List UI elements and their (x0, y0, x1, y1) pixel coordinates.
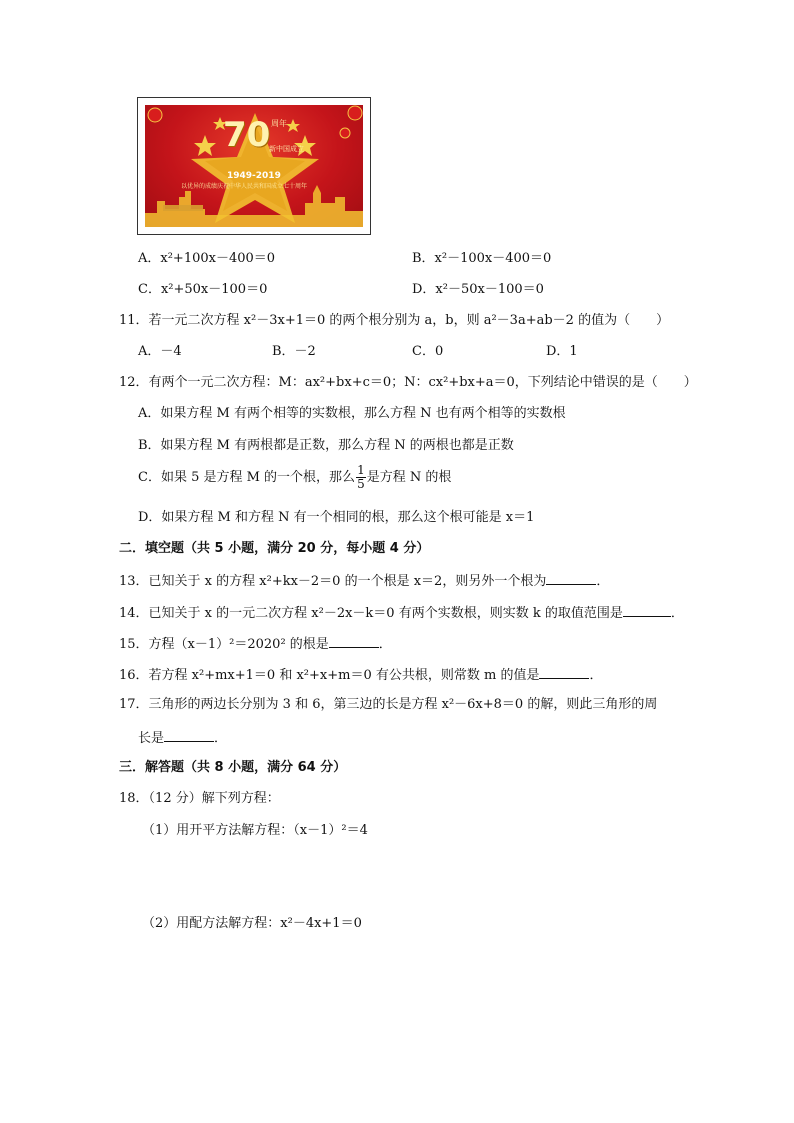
q12-option-d: D．如果方程 M 和方程 N 有一个相同的根，那么这个根可能是 x＝1 (138, 510, 535, 525)
q11-option-d: D．1 (546, 344, 578, 359)
q13-period: ． (596, 574, 610, 589)
q12-option-c-after: 是方程 N 的根 (366, 470, 452, 485)
q14-answer-blank[interactable] (623, 603, 671, 617)
q15-period: ． (378, 637, 392, 652)
q12-option-b: B．如果方程 M 有两根都是正数，那么方程 N 的两根也都是正数 (138, 438, 514, 453)
fraction-numerator: 1 (357, 463, 365, 477)
anniversary-poster-image (137, 97, 371, 235)
q10-option-c: C．x²+50x－100＝0 (138, 282, 268, 297)
q11-option-c: C．0 (412, 344, 444, 359)
poster-badge-subtext: 新中国成立 (269, 145, 304, 153)
q13-answer-blank[interactable] (546, 571, 596, 585)
q16 (119, 665, 602, 685)
q10-option-d: D．x²－50x－100＝0 (412, 282, 544, 297)
q11-option-a: A．－4 (138, 344, 182, 359)
q17-line2 (138, 728, 227, 748)
q16-answer-blank[interactable] (539, 665, 589, 679)
poster-badge-text: 周年 (271, 119, 287, 128)
q18-part1: （1）用开平方法解方程：（x－1）²＝4 (142, 823, 368, 838)
q13-text: 13．已知关于 x 的方程 x²+kx－2＝0 的一个根是 x＝2，则另外一个根为 (119, 574, 547, 589)
q16-text: 16．若方程 x²+mx+1＝0 和 x²+x+m＝0 有公共根，则常数 m 的值是 (119, 668, 540, 683)
q18-stem: 18．（12 分）解下列方程： (119, 791, 280, 806)
q15 (119, 634, 392, 654)
q13 (119, 571, 609, 591)
q17-period: ． (214, 731, 228, 746)
q14-period: ． (670, 606, 684, 621)
q10-option-b: B．x²－100x－400＝0 (412, 251, 552, 266)
q11-option-b: B．－2 (272, 344, 316, 359)
q17-text-2: 长是 (138, 731, 165, 746)
q15-answer-blank[interactable] (329, 634, 379, 648)
section-answer-heading: 三．解答题（共 8 小题，满分 64 分） (119, 760, 347, 775)
q14 (119, 603, 684, 623)
fraction-denominator: 5 (357, 477, 365, 491)
q12-option-a: A．如果方程 M 有两个相等的实数根，那么方程 N 也有两个相等的实数根 (138, 406, 566, 421)
q10-option-a: A．x²+100x－400＝0 (138, 251, 276, 266)
poster-background (145, 105, 363, 227)
q16-period: ． (589, 668, 603, 683)
q12-option-c-before: C．如果 5 是方程 M 的一个根，那么 (138, 470, 356, 485)
section-fill-in-heading: 二．填空题（共 5 小题，满分 20 分，每小题 4 分） (119, 541, 430, 556)
q11-stem: 11．若一元二次方程 x²－3x+1＝0 的两个根分别为 a，b，则 a²－3a+ab－2 的值为（ ） (119, 313, 670, 328)
q12-option-c (138, 463, 451, 493)
q18-part2: （2）用配方法解方程：x²－4x+1＝0 (142, 916, 362, 931)
q14-text: 14．已知关于 x 的一元二次方程 x²－2x－k＝0 有两个实数根，则实数 k 的取值范围是 (119, 606, 623, 621)
q12-stem: 12．有两个一元二次方程：M：ax²+bx+c＝0；N：cx²+bx+a＝0，下列结论中错误的是（ ） (119, 375, 697, 390)
poster-caption: 以优异的成绩庆祝中华人民共和国成立七十周年 (181, 183, 308, 190)
q17-line1: 17．三角形的两边长分别为 3 和 6，第三边的长是方程 x²－6x+8＝0 的解，则此三角形的周 (119, 697, 658, 712)
q17-answer-blank[interactable] (164, 728, 214, 742)
poster-years: 1949-2019 (227, 171, 281, 181)
poster-badge-number: 70 (223, 115, 271, 155)
fraction-one-fifth (356, 464, 366, 491)
q15-text: 15．方程（x－1）²＝2020² 的根是 (119, 637, 329, 652)
